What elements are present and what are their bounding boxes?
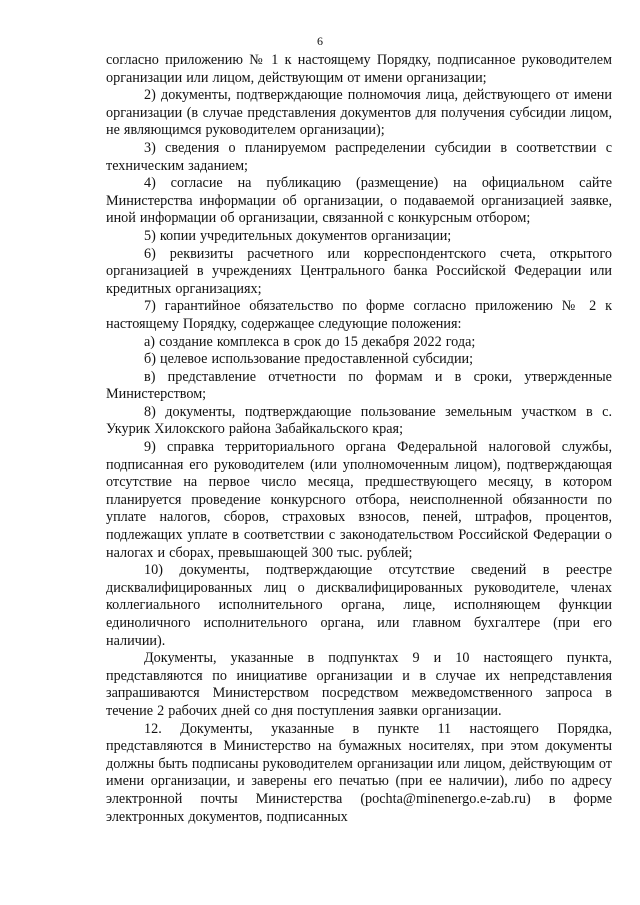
paragraph-item-3: 3) сведения о планируемом распределении субсидии в соответствии с техническим заданием; — [106, 139, 612, 174]
paragraph-subitem-v: в) представление отчетности по формам и в сроки, утвержденные Министерством; — [106, 368, 612, 403]
paragraph-item-9: 9) справка территориального органа Федеральной налоговой службы, подписанная его руководителем (или уполномоченным лицом), подтверждающая отсутствие на первое число месяца, предшествующего месяцу, в котором планируется проведение конкурсного отбора, неисполненной обязанности по уплате налогов, сборов, страховых взносов, пеней, штрафов, процентов, подлежащих уплате в соответствии с законодательством Российской Федерации о налогах и сборах, превышающей 300 тыс. рублей; — [106, 439, 612, 561]
page-number: 6 — [317, 34, 323, 48]
paragraph-subitem-a: а) создание комплекса в срок до 15 декабря 2022 года; — [144, 333, 476, 350]
paragraph-item-4: 4) согласие на публикацию (размещение) на официальном сайте Министерства информации об организации, о подаваемой организацией заявке, иной информации об организации, связанной с конкурсным отбором; — [106, 175, 612, 227]
paragraph-item-8: 8) документы, подтверждающие пользование земельным участком в с. Укурик Хилокского района Забайкальского края; — [106, 403, 612, 438]
paragraph-item-7: 7) гарантийное обязательство по форме согласно приложению № 2 к настоящему Порядку, содержащее следующие положения: — [106, 298, 612, 332]
paragraph-item-2: 2) документы, подтверждающие полномочия лица, действующего от имени организации (в случае представления документов для получения субсидии лицом, не являющимся руководителем организации); — [106, 87, 612, 139]
paragraph-subitem-b: б) целевое использование предоставленной субсидии; — [144, 351, 474, 368]
paragraph-clause-12: 12. Документы, указанные в пункте 11 настоящего Порядка, представляются в Министерство на бумажных носителях, при этом документы должны быть подписаны руководителем организации или лицом, действующим от имени организации, и заверены его печатью (при ее наличии), либо по адресу электронной почты Министерства (pochta@minenergo.e-zab.ru) в форме электронных документов, подписанных — [106, 720, 612, 825]
paragraph-item-10: 10) документы, подтверждающие отсутствие сведений в реестре дисквалифицированных лиц о дисквалифицированных руководителе, членах коллегиального исполнительного органа, лице, исполняющем функции единоличного исполнительного органа, или главном бухгалтере (при его наличии). — [106, 562, 612, 649]
paragraph-item-5: 5) копии учредительных документов организации; — [144, 227, 452, 244]
document-body — [106, 52, 612, 826]
paragraph-note: Документы, указанные в подпунктах 9 и 10 настоящего пункта, представляются по инициативе организации и в случае их непредставления запрашиваются Министерством посредством межведомственного запроса в течение 2 рабочих дней со дня поступления заявки организации. — [106, 650, 612, 719]
paragraph-continuation: согласно приложению № 1 к настоящему Порядку, подписанное руководителем организации или лицом, действующим от имени организации; — [106, 52, 612, 86]
paragraph-item-6: 6) реквизиты расчетного или корреспондентского счета, открытого организацией в учреждениях Центрального банка Российской Федерации или кредитных организациях; — [106, 245, 612, 297]
